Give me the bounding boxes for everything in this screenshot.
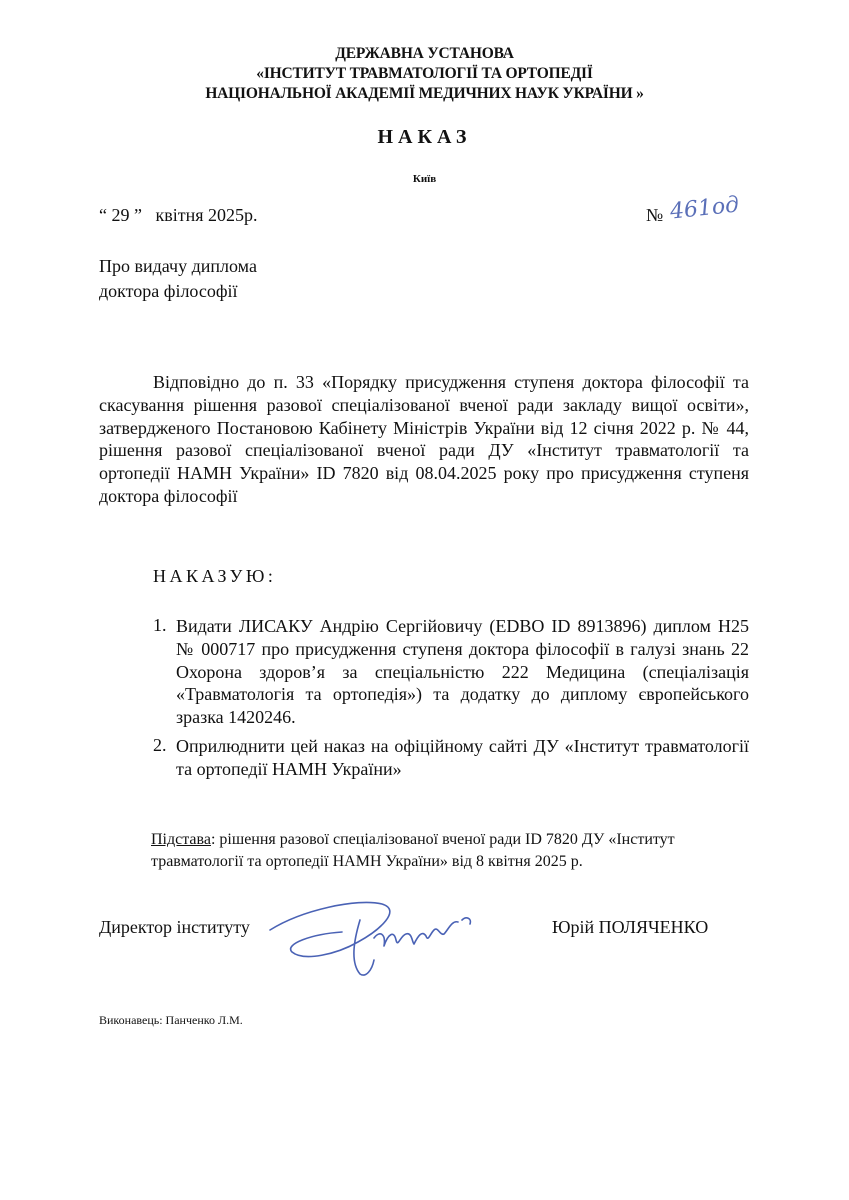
order-item-1: Видати ЛИСАКУ Андрію Сергійовичу (EDBO ID 8913896) диплом H25 № 000717 про присудження ступеня доктора філософії в галузі знань 22 Охорона здоров’я за спеціальністю 222 Медицина (спеціалізація «Травматологія та ортопедія») та додатку до диплому європейського зразка 1420246. — [176, 616, 749, 728]
subject-line-2: доктора філософії — [99, 281, 238, 301]
basis-note — [151, 829, 711, 873]
item-1-marker: 1. — [153, 615, 167, 635]
signatory-role: Директор інституту — [99, 917, 250, 937]
order-subject — [99, 254, 257, 304]
preamble-paragraph: Відповідно до п. 33 «Порядку присудження ступеня доктора філософії та скасування рішення разової спеціалізованої вченої ради закладу вищої освіти», затвердженого Постановою Кабінету Міністрів України від 12 січня 2022 р. № 44, рішення разової спеціалізованої вченої ради ДУ «Інститут травматології та ортопедії НАМН України» ID 7820 від 08.04.2025 року про присудження ступеня доктора філософії — [99, 372, 749, 506]
city: Київ — [412, 173, 437, 185]
order-number-handwritten: 461од — [668, 192, 741, 225]
director-signature — [262, 890, 512, 980]
order-date: “ 29 ” квітня 2025р. — [99, 205, 258, 225]
institution-header — [0, 44, 849, 104]
signatory-name: Юрій ПОЛЯЧЕНКО — [552, 917, 709, 937]
basis-text: : рішення разової спеціалізованої вченої ради ID 7820 ДУ «Інститут травматології та ортопедії НАМН України» від 8 квітня 2025 р. — [151, 831, 675, 870]
order-number-prefix: № — [646, 205, 664, 225]
institution-line-1: ДЕРЖАВНА УСТАНОВА — [335, 45, 514, 62]
subject-line-1: Про видачу диплома — [99, 256, 257, 276]
basis-label: Підстава — [151, 831, 211, 848]
institution-line-3: НАЦІОНАЛЬНОЇ АКАДЕМІЇ МЕДИЧНИХ НАУК УКРАЇНИ » — [205, 85, 644, 102]
executor-note: Виконавець: Панченко Л.М. — [99, 1013, 243, 1027]
item-2-marker: 2. — [153, 735, 167, 755]
document-title: НАКАЗ — [377, 126, 472, 148]
order-item-2: Оприлюднити цей наказ на офіційному сайті ДУ «Інститут травматології та ортопедії НАМН України» — [176, 736, 749, 779]
order-heading: НАКАЗУЮ: — [153, 566, 277, 586]
institution-line-2: «ІНСТИТУТ ТРАВМАТОЛОГІЇ ТА ОРТОПЕДІЇ — [256, 65, 593, 82]
